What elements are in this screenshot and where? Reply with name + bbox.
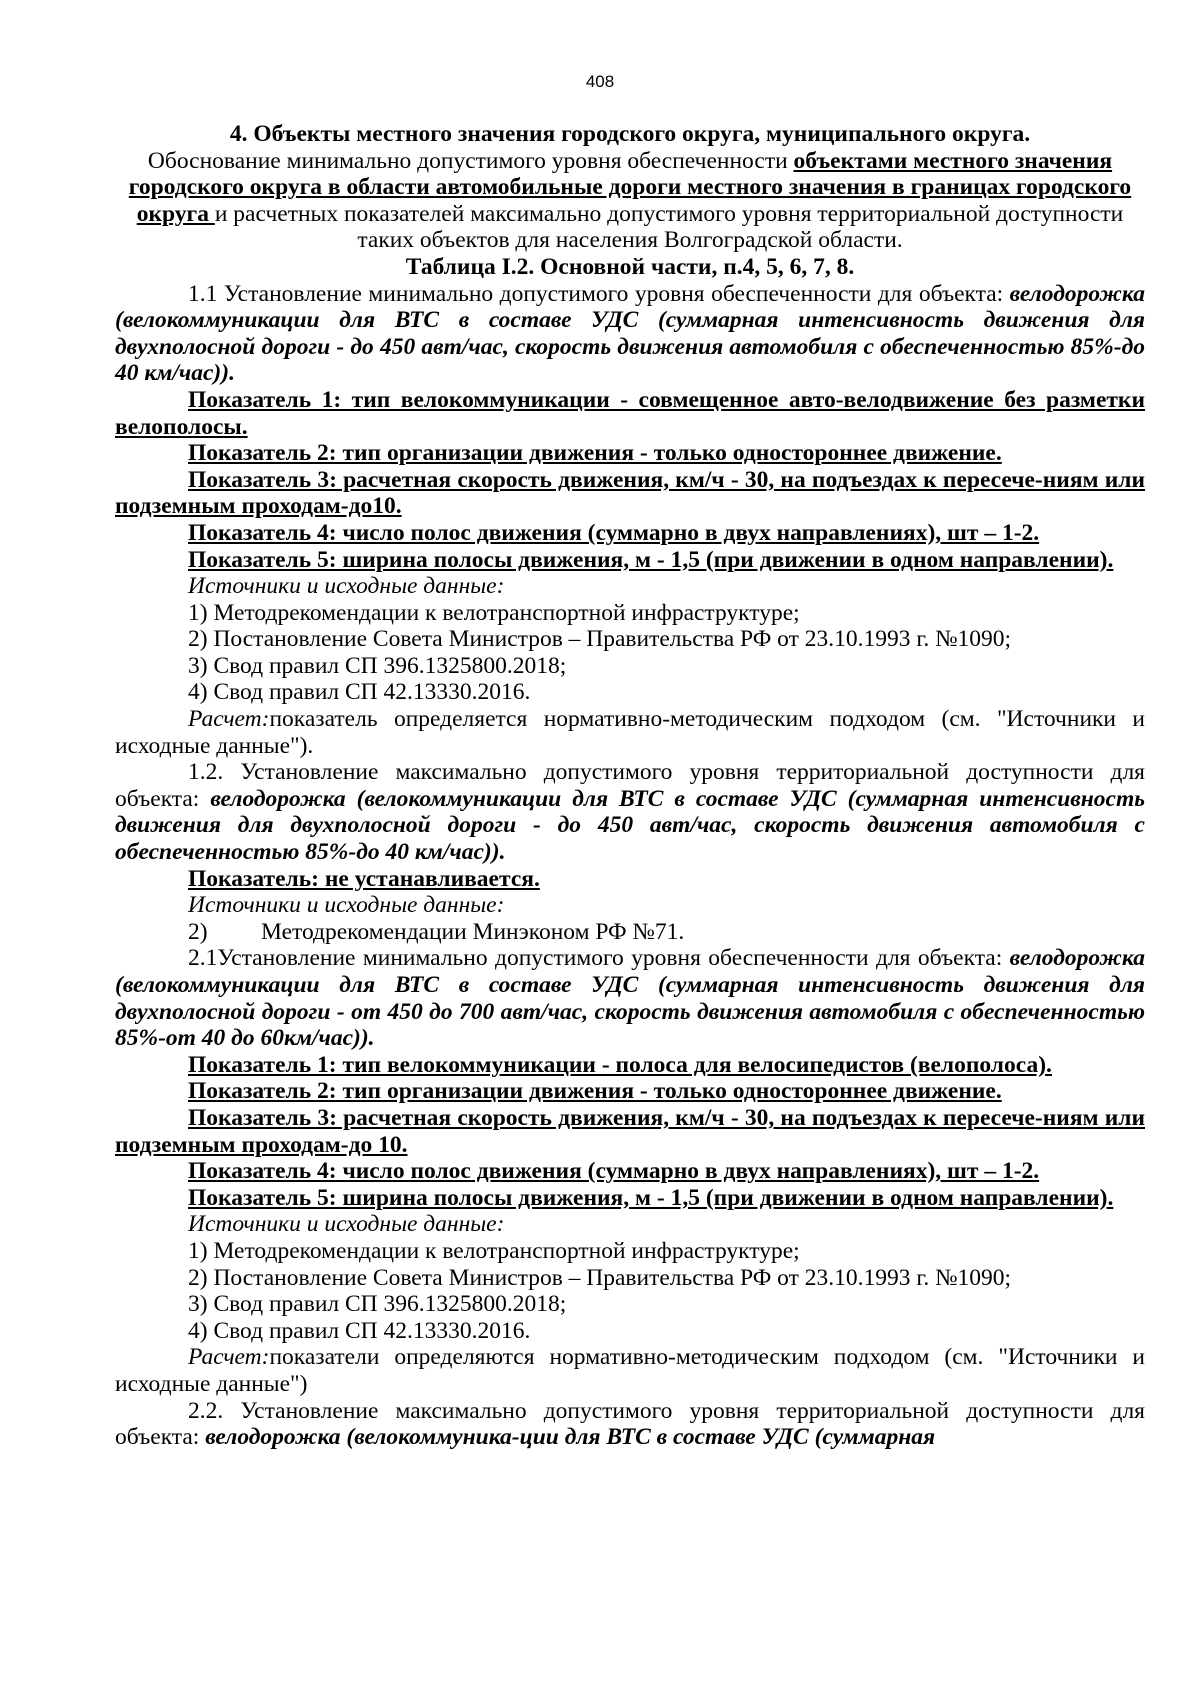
indicator-not-set: Показатель: не устанавливается. [188,865,540,892]
source-item: 1) Методрекомендации к велотранспортной инфраструктуре; [188,1237,800,1264]
calculation-note: Расчет:показатель определяется нормативно-методическим подходом (см. "Источники и исходные данные"). [115,706,1145,759]
document-body [115,121,1145,1451]
object-description: велодорожка (велокоммуникации для ВТС в составе УДС (суммарная интенсивность движения для двухполосной дороги - до 450 авт/час, скорость движения автомобиля с обеспеченностью 85%-до 40 км/час)). [115,280,1145,387]
indicator-4: Показатель 4: число полос движения (суммарно в двух направлениях), шт – 1-2. [188,519,1040,546]
source-item: 2) Методрекомендации Минэконом РФ №71. [188,918,685,945]
object-description: велодорожка (велокоммуника-ции для ВТС в составе УДС (суммарная [205,1424,936,1451]
indicator-1: Показатель 1: тип велокоммуникации - полоса для велосипедистов (велополоса). [188,1051,1052,1078]
indicator-5: Показатель 5: ширина полосы движения, м - 1,5 (при движении в одном направлении). [188,1184,1114,1211]
sources-label: Источники и исходные данные: [188,573,505,600]
section-title: 4. Объекты местного значения городского округа, муниципального округа. [229,121,1031,147]
intro-underlined-subject: объектами местного значения городского округа в области автомобильные дороги местного значения в границах городского округа [128,147,1132,227]
indicator-1: Показатель 1: тип велокоммуникации - совмещенное авто-велодвижение без разметки велополосы. [115,386,1145,440]
page-number: 408 [585,72,615,91]
paragraph-2-1: 2.1Установление минимально допустимого уровня обеспеченности для объекта: велодорожка (велокоммуникации для ВТС в составе УДС (суммарная интенсивность движения для двухполосной дороги - от 450 до 700 авт/час, скорость движения автомобиля с обеспеченностью 85%-от 40 до 60км/час)). [115,945,1145,1052]
source-item: 2) Постановление Совета Министров – Правительства РФ от 23.10.1993 г. №1090; [188,1264,1012,1291]
indicator-5: Показатель 5: ширина полосы движения, м - 1,5 (при движении в одном направлении). [188,546,1114,573]
paragraph-1-1: 1.1 Установление минимально допустимого уровня обеспеченности для объекта: велодорожка (велокоммуникации для ВТС в составе УДС (суммарная интенсивность движения для двухполосной дороги - до 450 авт/час, скорость движения автомобиля с обеспеченностью 85%-до 40 км/час)). [115,280,1145,387]
indicator-2: Показатель 2: тип организации движения - только одностороннее движение. [188,440,1002,467]
source-item: 4) Свод правил СП 42.13330.2016. [188,1317,531,1344]
source-item: 3) Свод правил СП 396.1325800.2018; [188,652,567,679]
object-description: велодорожка (велокоммуникации для ВТС в составе УДС (суммарная интенсивность движения для двухполосной дороги - от 450 до 700 авт/час, скорость движения автомобиля с обеспеченностью 85%-от 40 до 60км/час)). [115,945,1145,1052]
section-intro: Обоснование минимально допустимого уровня обеспеченности объектами местного значения городского округа в области автомобильные дороги местного значения в границах городского округа и расчетных показателей максимально допустимого уровня территориальной доступности таких объектов для населения Волгоградской области. [128,147,1132,254]
source-item: 3) Свод правил СП 396.1325800.2018; [188,1291,567,1318]
calculation-note: Расчет:показатели определяются нормативно-методическим подходом (см. "Источники и исходные данные") [115,1344,1145,1397]
table-reference: Таблица I.2. Основной части, п.4, 5, 6, 7, 8. [405,253,855,280]
indicator-4: Показатель 4: число полос движения (суммарно в двух направлениях), шт – 1-2. [188,1158,1040,1185]
sources-label: Источники и исходные данные: [188,1211,505,1238]
object-description: велодорожка (велокоммуникации для ВТС в составе УДС (суммарная интенсивность движения для двухполосной дороги - до 450 авт/час, скорость движения автомобиля с обеспеченностью 85%-до 40 км/час)). [115,785,1146,866]
sources-label: Источники и исходные данные: [188,892,505,919]
paragraph-2-2: 2.2. Установление максимально допустимого уровня территориальной доступности для объекта: велодорожка (велокоммуника-ции для ВТС в составе УДС (суммарная [115,1397,1145,1451]
source-item: 2) Постановление Совета Министров – Правительства РФ от 23.10.1993 г. №1090; [188,626,1012,653]
indicator-3: Показатель 3: расчетная скорость движения, км/ч - 30, на подъездах к пересече-ниям или подземным проходам-до10. [115,466,1145,520]
indicator-2: Показатель 2: тип организации движения - только одностороннее движение. [188,1078,1002,1105]
paragraph-1-2: 1.2. Установление максимально допустимого уровня территориальной доступности для объекта: велодорожка (велокоммуникации для ВТС в составе УДС (суммарная интенсивность движения для двухполосной дороги - до 450 авт/час, скорость движения автомобиля с обеспеченностью 85%-до 40 км/час)). [115,759,1146,866]
source-item: 1) Методрекомендации к велотранспортной инфраструктуре; [188,599,800,626]
indicator-3: Показатель 3: расчетная скорость движения, км/ч - 30, на подъездах к пересече-ниям или подземным проходам-до 10. [115,1104,1145,1158]
source-item: 4) Свод правил СП 42.13330.2016. [188,679,531,706]
